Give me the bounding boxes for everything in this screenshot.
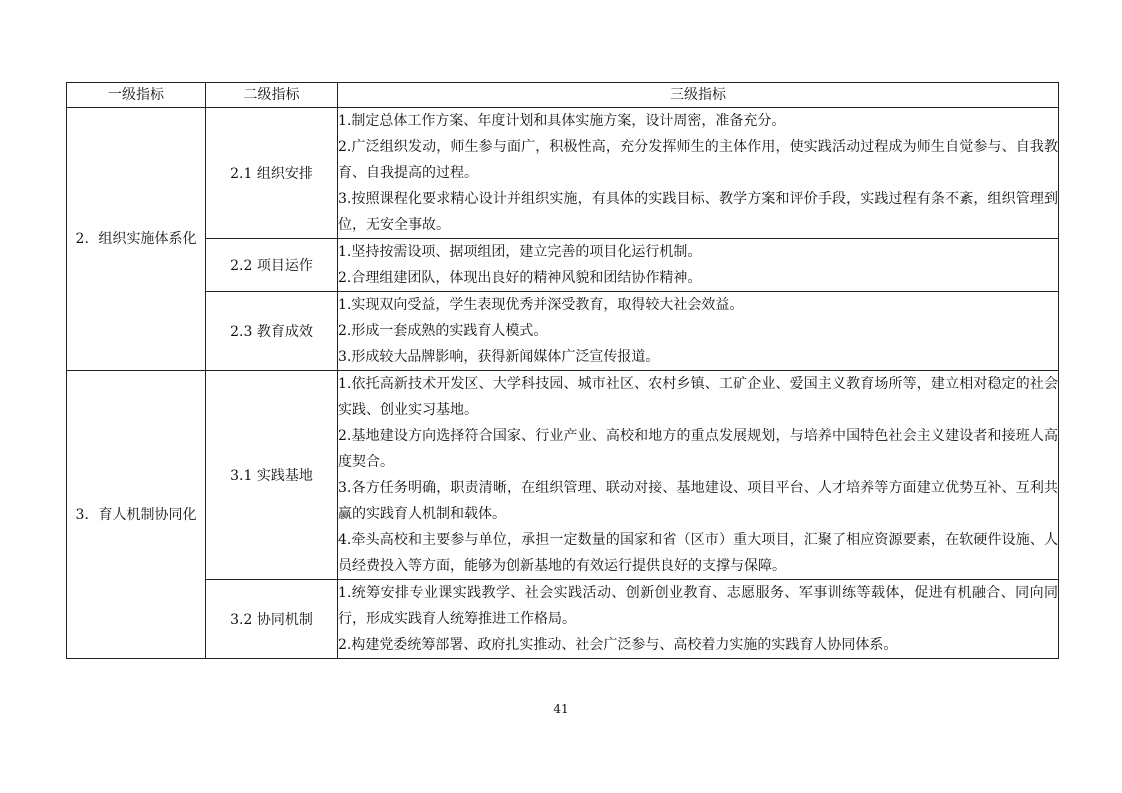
list-item: 2.广泛组织发动，师生参与面广，积极性高，充分发挥师生的主体作用，使实践活动过程成为师生自觉参与、自我教育、自我提高的过程。: [338, 139, 1058, 181]
list-item: 1.制定总体工作方案、年度计划和具体实施方案，设计周密，准备充分。: [338, 113, 786, 129]
list-item: 3.形成较大品牌影响，获得新闻媒体广泛宣传报道。: [338, 349, 660, 365]
level3-cell: [338, 292, 1059, 371]
level3-cell: [338, 108, 1059, 239]
table-row: [67, 239, 1059, 292]
header-level3: 三级指标: [338, 83, 1059, 108]
list-item: 4.牵头高校和主要参与单位，承担一定数量的国家和省（区市）重大项目，汇聚了相应资源要素，在软硬件设施、人员经费投入等方面，能够为创新基地的有效运行提供良好的支撑与保障。: [338, 532, 1058, 574]
level1-cell: 3．育人机制协同化: [67, 371, 206, 659]
list-item: 2.形成一套成熟的实践育人模式。: [338, 323, 548, 339]
level2-cell: 3.2 协同机制: [206, 580, 338, 659]
list-item: 1.实现双向受益，学生表现优秀并深受教育，取得较大社会效益。: [338, 297, 744, 313]
list-item: 1.依托高新技术开发区、大学科技园、城市社区、农村乡镇、工矿企业、爱国主义教育场所等，建立相对稳定的社会实践、创业实习基地。: [338, 376, 1058, 418]
list-item: 3.各方任务明确，职责清晰，在组织管理、联动对接、基地建设、项目平台、人才培养等方面建立优势互补、互利共赢的实践育人机制和载体。: [338, 480, 1058, 522]
list-item: 1.统筹安排专业课实践教学、社会实践活动、创新创业教育、志愿服务、军事训练等载体，促进有机融合、同向同行，形成实践育人统筹推进工作格局。: [338, 585, 1058, 627]
table-row: [67, 580, 1059, 659]
list-item: 1.坚持按需设项、据项组团，建立完善的项目化运行机制。: [338, 244, 702, 260]
level1-cell: 2．组织实施体系化: [67, 108, 206, 371]
level2-cell: 2.2 项目运作: [206, 239, 338, 292]
level3-cell: [338, 580, 1059, 659]
table-row: [67, 292, 1059, 371]
level2-cell: 2.1 组织安排: [206, 108, 338, 239]
list-item: 2.基地建设方向选择符合国家、行业产业、高校和地方的重点发展规划，与培养中国特色社会主义建设者和接班人高度契合。: [338, 428, 1058, 470]
level2-cell: 3.1 实践基地: [206, 371, 338, 580]
page-number: 41: [553, 702, 569, 716]
level2-cell: 2.3 教育成效: [206, 292, 338, 371]
header-level1: 一级指标: [67, 83, 206, 108]
table-header-row: [67, 83, 1059, 108]
header-level2: 二级指标: [206, 83, 338, 108]
table-row: [67, 108, 1059, 239]
indicator-table: [66, 82, 1059, 659]
list-item: 3.按照课程化要求精心设计并组织实施，有具体的实践目标、教学方案和评价手段，实践过程有条不紊，组织管理到位，无安全事故。: [338, 191, 1058, 233]
list-item: 2.构建党委统筹部署、政府扎实推动、社会广泛参与、高校着力实施的实践育人协同体系。: [338, 637, 898, 653]
list-item: 2.合理组建团队，体现出良好的精神风貌和团结协作精神。: [338, 270, 702, 286]
table-row: [67, 371, 1059, 580]
level3-cell: [338, 239, 1059, 292]
level3-cell: [338, 371, 1059, 580]
